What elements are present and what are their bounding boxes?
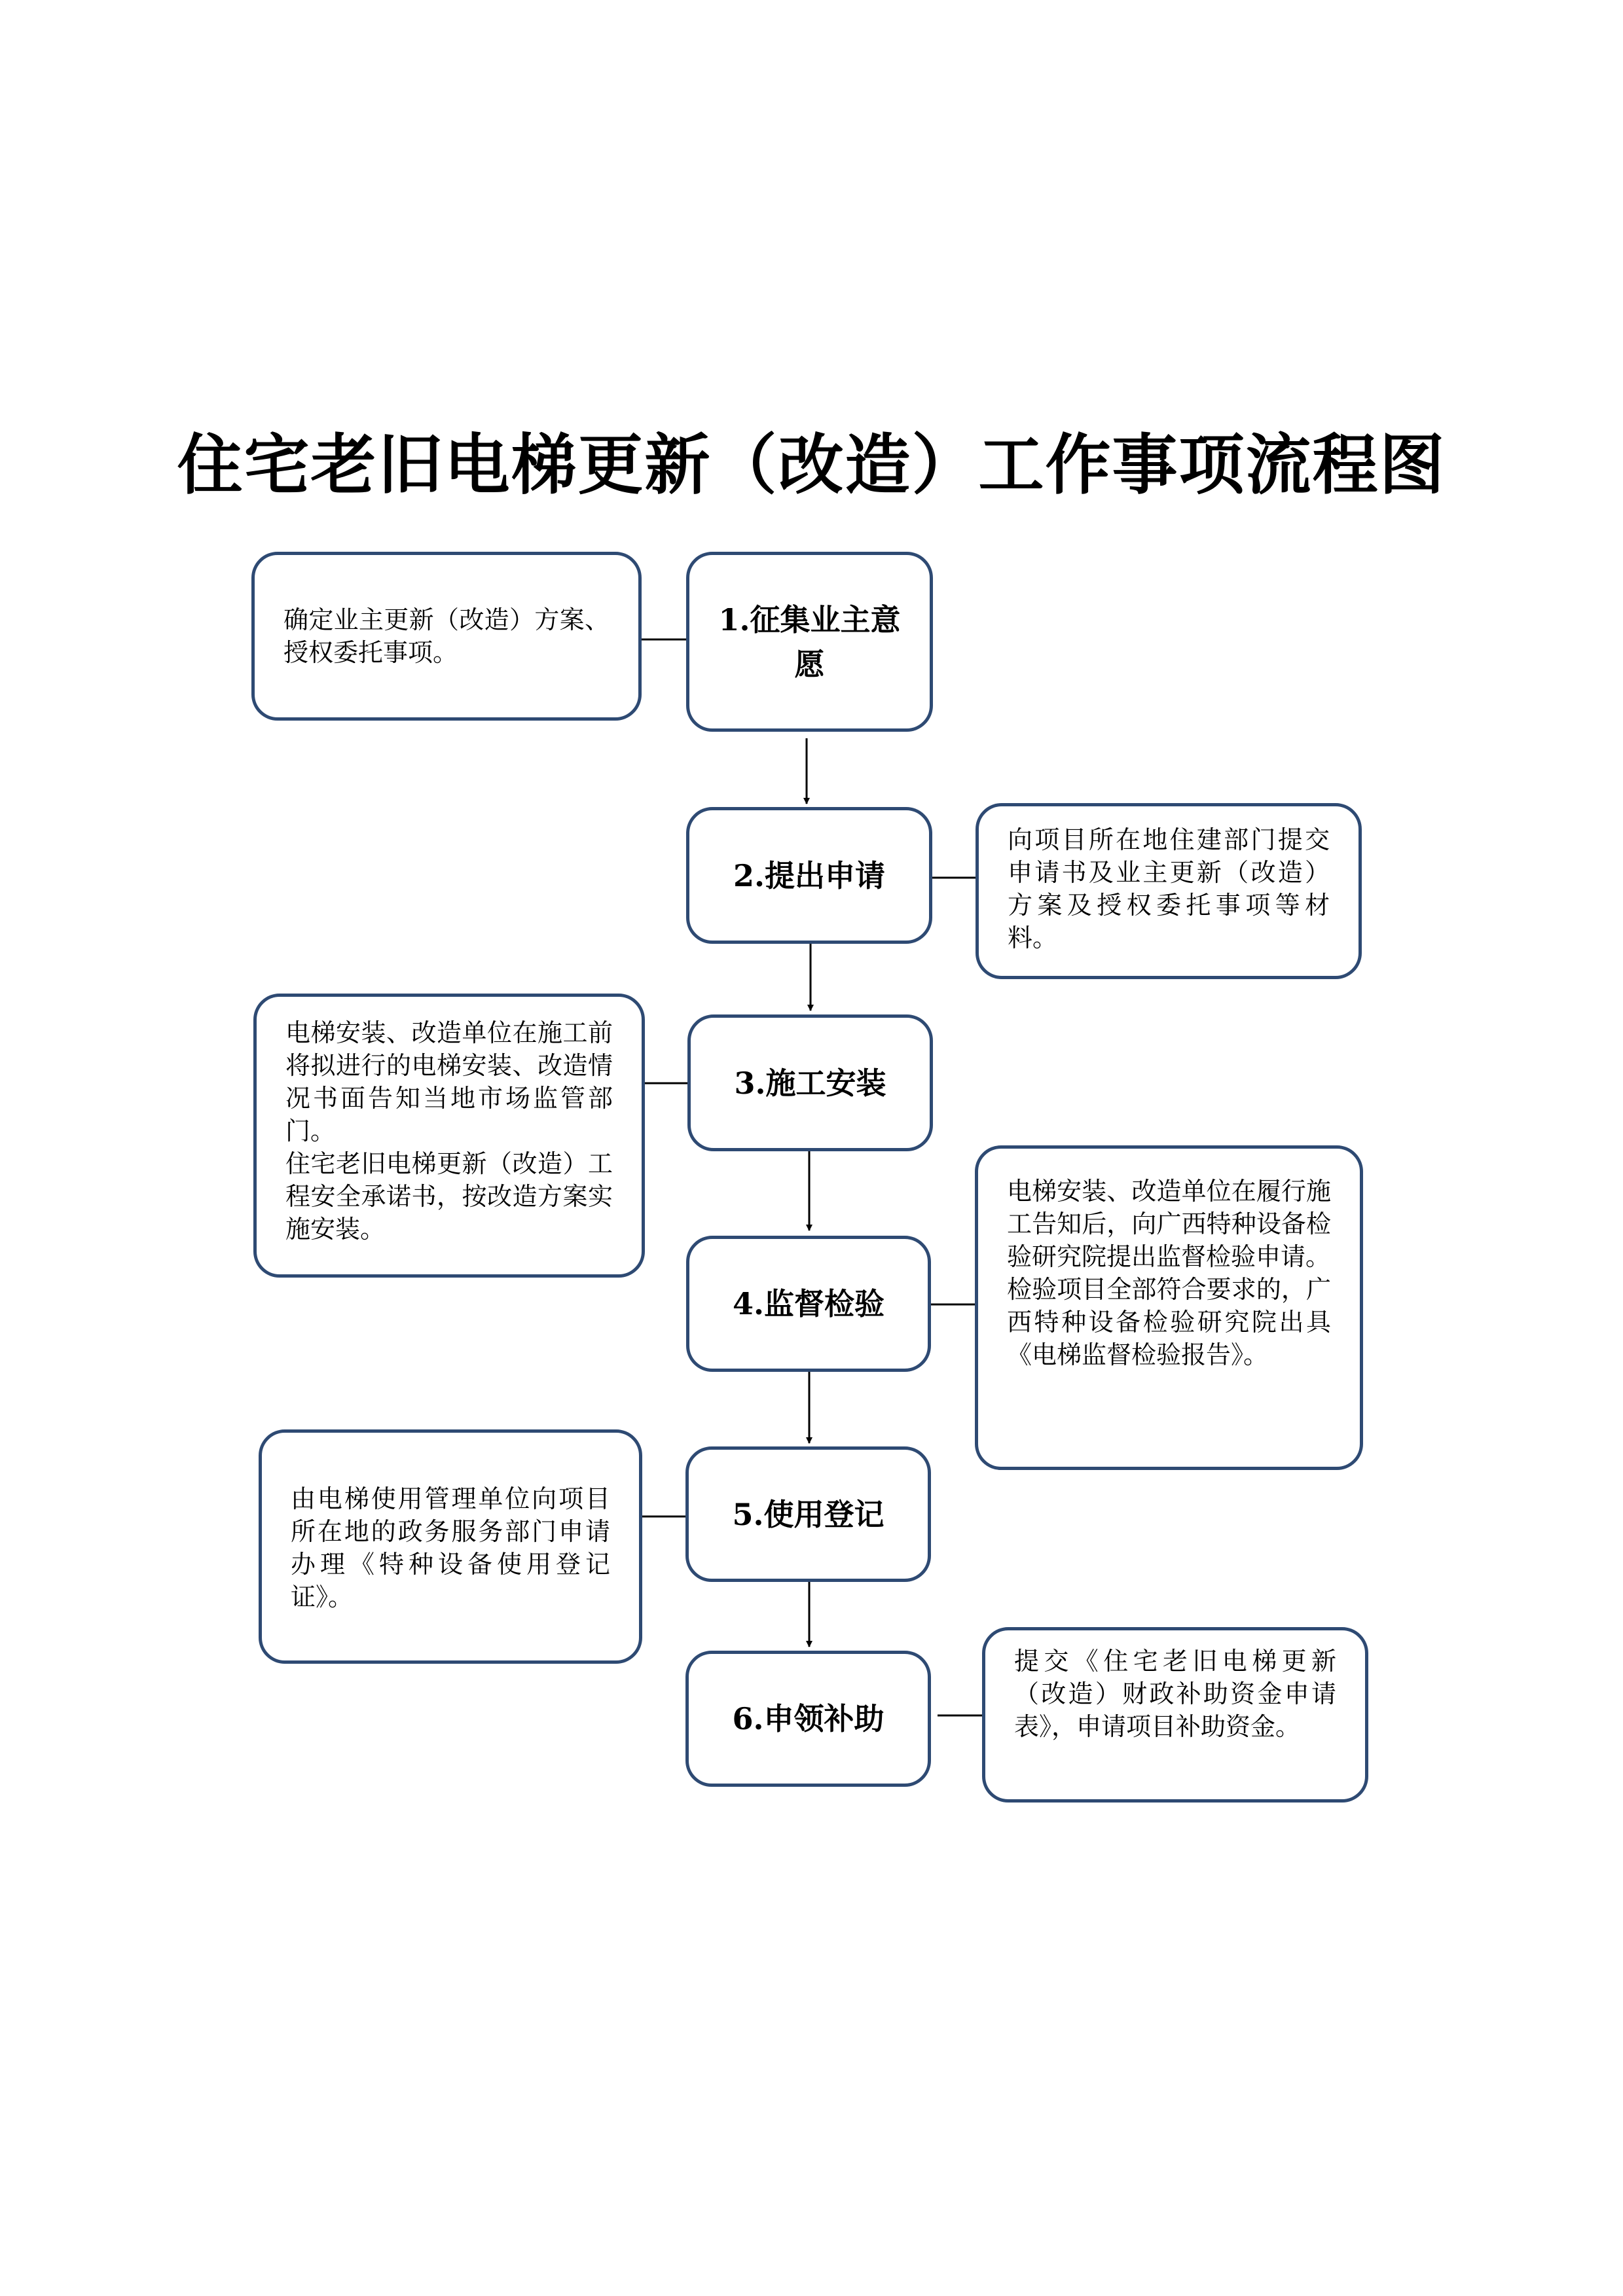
note-text: 由电梯使用管理单位向项目所在地的政务服务部门申请办理《特种设备使用登记证》。: [291, 1484, 610, 1611]
note-text: 向项目所在地住建部门提交申请书及业主更新（改造）方案及授权委托事项等材料。: [1008, 825, 1330, 952]
note-text: 住宅老旧电梯更新（改造）工程安全承诺书，按改造方案实施安装。: [285, 1149, 613, 1244]
note-box-1: [251, 552, 642, 721]
note-box-5: [259, 1429, 642, 1664]
step-label: 3.施工安装: [734, 1065, 886, 1101]
step-box-4: [686, 1236, 931, 1372]
step-box-6: [685, 1651, 931, 1787]
step-box-1: [686, 552, 933, 732]
note-box-6: [982, 1627, 1368, 1803]
step-label: 2.提出申请: [733, 857, 886, 893]
step-box-2: [686, 807, 932, 944]
step-label: 6.申领补助: [732, 1701, 884, 1736]
page-title: 住宅老旧电梯更新（改造）工作事项流程图: [177, 426, 1446, 503]
step-label: 1.征集业主意愿: [718, 601, 901, 682]
note-box-2: [976, 803, 1362, 979]
note-box-4: [975, 1145, 1363, 1470]
step-box-5: [685, 1446, 931, 1582]
note-text: 确定业主更新（改造）方案、授权委托事项。: [283, 605, 610, 667]
note-box-3: [253, 994, 645, 1278]
step-box-3: [687, 1014, 933, 1151]
note-text: 电梯安装、改造单位在履行施工告知后，向广西特种设备检验研究院提出监督检验申请。: [1007, 1177, 1331, 1271]
step-label: 4.监督检验: [732, 1286, 885, 1321]
step-label: 5.使用登记: [732, 1496, 884, 1532]
note-text: 检验项目全部符合要求的，广西特种设备检验研究院出具《电梯监督检验报告》。: [1007, 1275, 1331, 1369]
note-text: 电梯安装、改造单位在施工前将拟进行的电梯安装、改造情况书面告知当地市场监管部门。: [285, 1018, 613, 1145]
note-text: 提交《住宅老旧电梯更新（改造）财政补助资金申请表》，申请项目补助资金。: [1014, 1647, 1336, 1741]
